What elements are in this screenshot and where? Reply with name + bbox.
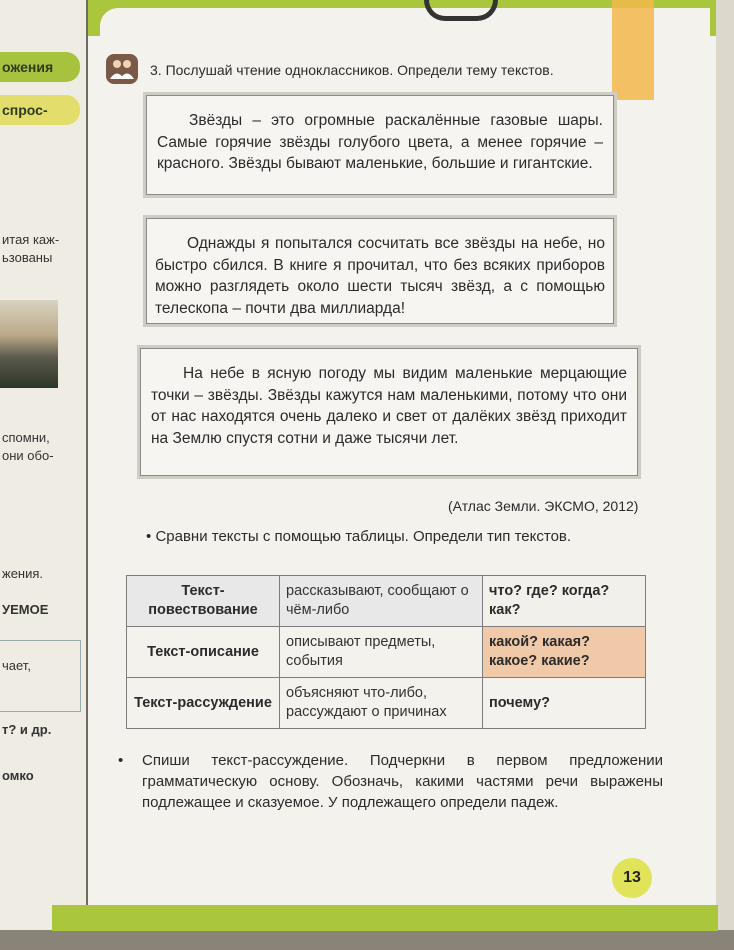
left-text-line: т? и др. <box>2 722 52 737</box>
table-cell-questions: почему? <box>483 678 646 729</box>
page-number: 13 <box>612 858 652 898</box>
text-1: Звёзды – это огромные раскалённые газовые шары. Самые горячие звёзды голубого цвета, а менее горячие – красного. Звёзды бывают маленькие, большие и гигантские. <box>157 112 603 172</box>
table-cell-desc: описывают предметы, события <box>280 627 483 678</box>
task-title: 3. Послушай чтение одноклассников. Определи тему текстов. <box>150 62 554 78</box>
binder-clip <box>424 0 498 21</box>
table-cell-questions: что? где? когда? как? <box>483 576 646 627</box>
left-tab-1: ожения <box>0 52 80 82</box>
bottom-green-strip <box>52 905 718 931</box>
orange-bookmark <box>612 0 654 100</box>
page-edge <box>716 0 734 930</box>
bullet-compare-text: Сравни тексты с помощью таблицы. Определи тип текстов. <box>155 528 572 545</box>
left-text-line: омко <box>2 768 34 783</box>
bullet-icon: • <box>118 752 124 769</box>
left-landscape-image <box>0 300 58 388</box>
left-text-line: спомни, <box>2 430 50 445</box>
text-types-table <box>126 575 646 729</box>
text-2: Однажды я попытался сосчитать все звёзды на небе, но быстро сбился. В книге я прочитал, что без всяких приборов можно разглядеть около шести тысяч звёзд, а с помощью телескопа – почти два миллиарда! <box>155 235 605 317</box>
source-citation: (Атлас Земли. ЭКСМО, 2012) <box>448 498 639 514</box>
bullet-copy-task-text: Спиши текст-рассуждение. Подчеркни в первом предложении грамматическую основу. Обозначь, какими частями речи выражены подлежащее и сказуемое. У подлежащего определи падеж. <box>142 752 663 811</box>
left-text-line: жения. <box>2 566 44 581</box>
table-cell-type: Текст-рассуждение <box>127 678 280 729</box>
table-row <box>127 627 646 678</box>
table-cell-desc: рассказывают, сообщают о чём-либо <box>280 576 483 627</box>
table-cell-type: Текст-повествование <box>127 576 280 627</box>
table-row <box>127 678 646 729</box>
left-box <box>0 640 81 712</box>
left-text-line: УЕМОЕ <box>2 602 49 617</box>
table-cell-type: Текст-описание <box>127 627 280 678</box>
table-cell-questions: какой? какая? какое? какие? <box>483 627 646 678</box>
text-box-2 <box>146 218 614 324</box>
left-text-line: итая каж- <box>2 232 60 247</box>
left-text-line: чает, <box>2 658 31 673</box>
text-3: На небе в ясную погоду мы видим маленькие мерцающие точки – звёзды. Звёзды кажутся нам маленькими, потому что они от нас находятся очень далеко и свет от далёких звёзд приходит на Землю спустя сотни и даже тысячи лет. <box>151 365 627 447</box>
left-text-line: ьзованы <box>2 250 53 265</box>
bullet-compare <box>146 528 571 545</box>
table-row <box>127 576 646 627</box>
table-cell-desc: объясняют что-либо, рассуждают о причинах <box>280 678 483 729</box>
left-page <box>0 0 86 930</box>
bullet-icon: • <box>146 528 152 545</box>
kids-icon <box>106 54 138 84</box>
text-box-1 <box>146 95 614 195</box>
left-tab-2: спрос- <box>0 95 80 125</box>
left-text-line: они обо- <box>2 448 54 463</box>
text-box-3 <box>140 348 638 476</box>
bullet-copy-task <box>118 750 663 813</box>
